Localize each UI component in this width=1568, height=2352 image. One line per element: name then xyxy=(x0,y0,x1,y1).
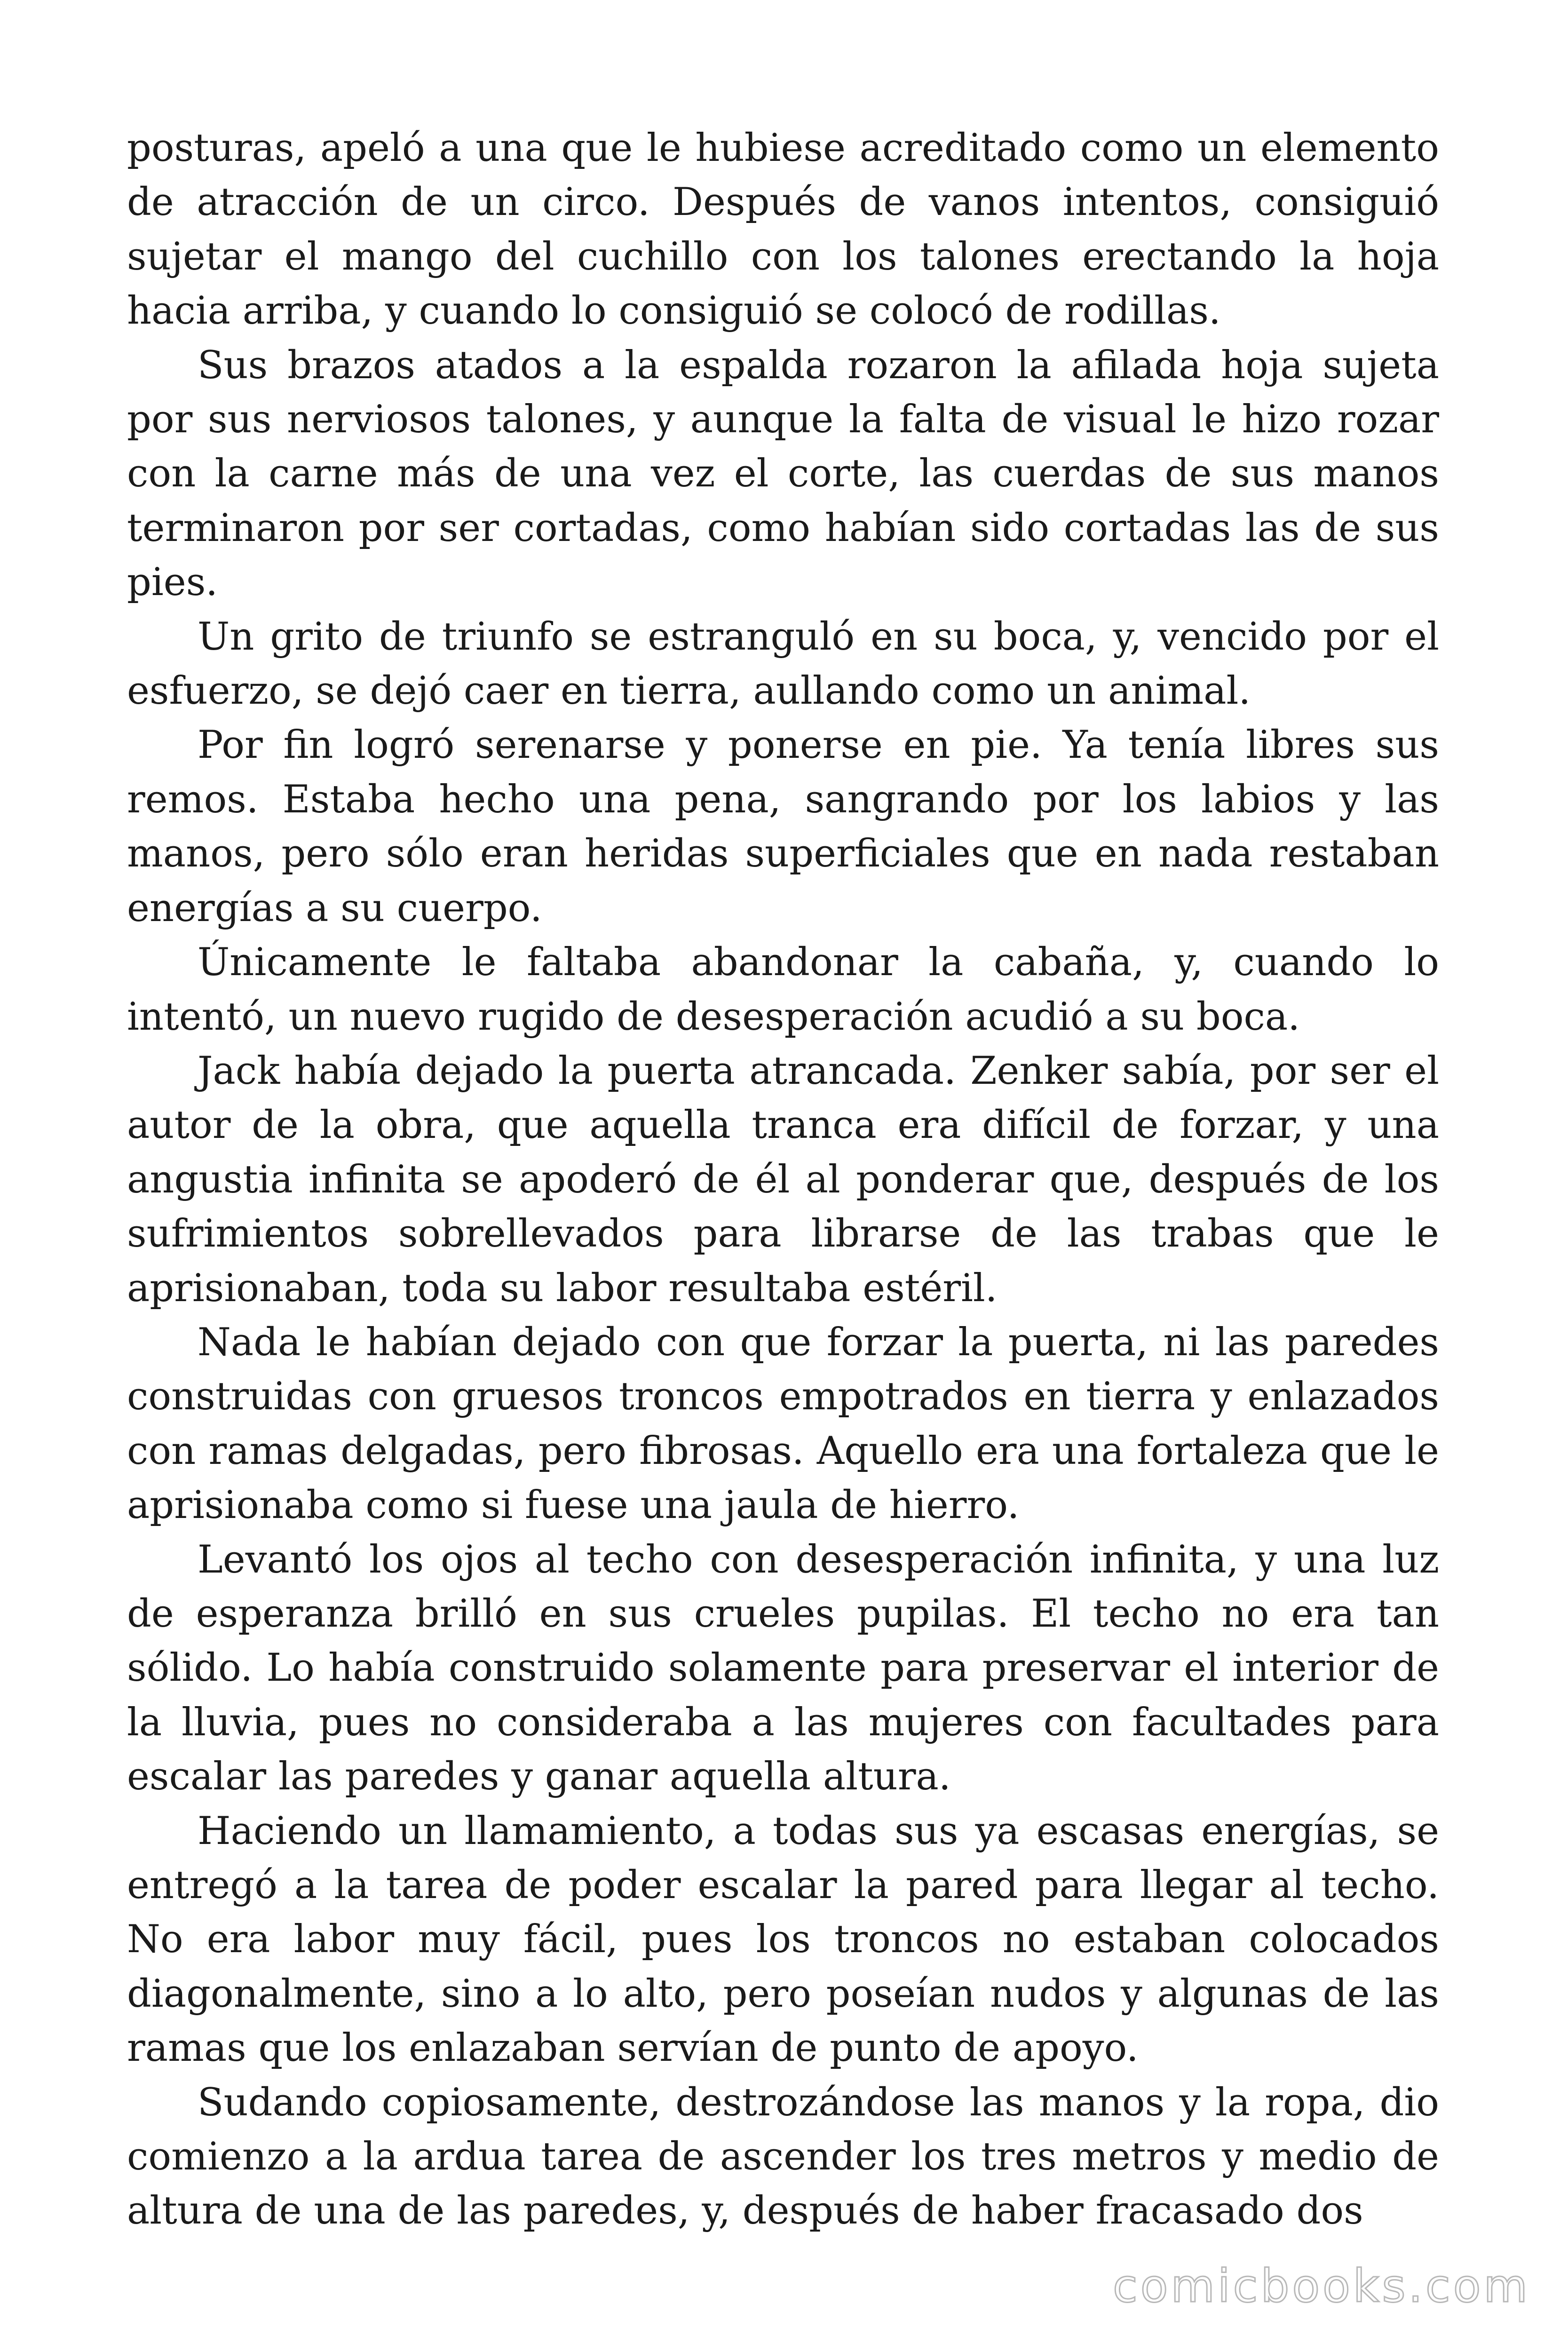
paragraph-6: Jack había dejado la puerta atrancada. Zenker sabía, por ser el autor de la obra, que aquella tranca era difícil de forzar, y una angustia infinita se apoderó de él al ponderar que, después de los sufrimientos sobrellevados para librarse de las trabas que le aprisionaban, toda su labor resultaba estéril. xyxy=(127,1049,1439,1311)
paragraph-4: Por fin logró serenarse y ponerse en pie. Ya tenía libres sus remos. Estaba hecho una pena, sangrando por los labios y las manos, pero sólo eran heridas superficiales que en nada restaban energías a su cuerpo. xyxy=(127,723,1439,930)
page-text xyxy=(127,121,1439,2233)
paragraph-9: Haciendo un llamamiento, a todas sus ya escasas energías, se entregó a la tarea de poder escalar la pared para llegar al techo. No era labor muy fácil, pues los troncos no estaban colocados diagonalmente, sino a lo alto, pero poseían nudos y algunas de las ramas que los enlazaban servían de punto de apoyo. xyxy=(127,1809,1439,2071)
paragraph-1: posturas, apeló a una que le hubiese acreditado como un elemento de atracción de un circo. Después de vanos intentos, consiguió sujetar el mango del cuchillo con los talones erectando la hoja hacia arriba, y cuando lo consiguió se colocó de rodillas. xyxy=(127,126,1439,334)
paragraph-10: Sudando copiosamente, destrozándose las manos y la ropa, dio comienzo a la ardua tarea de ascender los tres metros y medio de altura de una de las paredes, y, después de haber fracasado dos xyxy=(127,2080,1439,2233)
paragraph-8: Levantó los ojos al techo con desesperación infinita, y una luz de esperanza brilló en sus crueles pupilas. El techo no era tan sólido. Lo había construido solamente para preservar el interior de la lluvia, pues no consideraba a las mujeres con facultades para escalar las paredes y ganar aquella altura. xyxy=(127,1537,1439,1799)
watermark: comicbooks.com xyxy=(1112,2260,1530,2312)
paragraph-5: Únicamente le faltaba abandonar la cabaña, y, cuando lo intentó, un nuevo rugido de desesperación acudió a su boca. xyxy=(127,940,1439,1039)
paragraph-3: Un grito de triunfo se estranguló en su boca, y, vencido por el esfuerzo, se dejó caer en tierra, aullando como un animal. xyxy=(127,614,1439,714)
paragraph-7: Nada le habían dejado con que forzar la puerta, ni las paredes construidas con gruesos troncos empotrados en tierra y enlazados con ramas delgadas, pero fibrosas. Aquello era una fortaleza que le aprisionaba como si fuese una jaula de hierro. xyxy=(127,1320,1439,1528)
paragraph-2: Sus brazos atados a la espalda rozaron la afilada hoja sujeta por sus nerviosos talones, y aunque la falta de visual le hizo rozar con la carne más de una vez el corte, las cuerdas de sus manos terminaron por ser cortadas, como habían sido cortadas las de sus pies. xyxy=(127,343,1439,605)
